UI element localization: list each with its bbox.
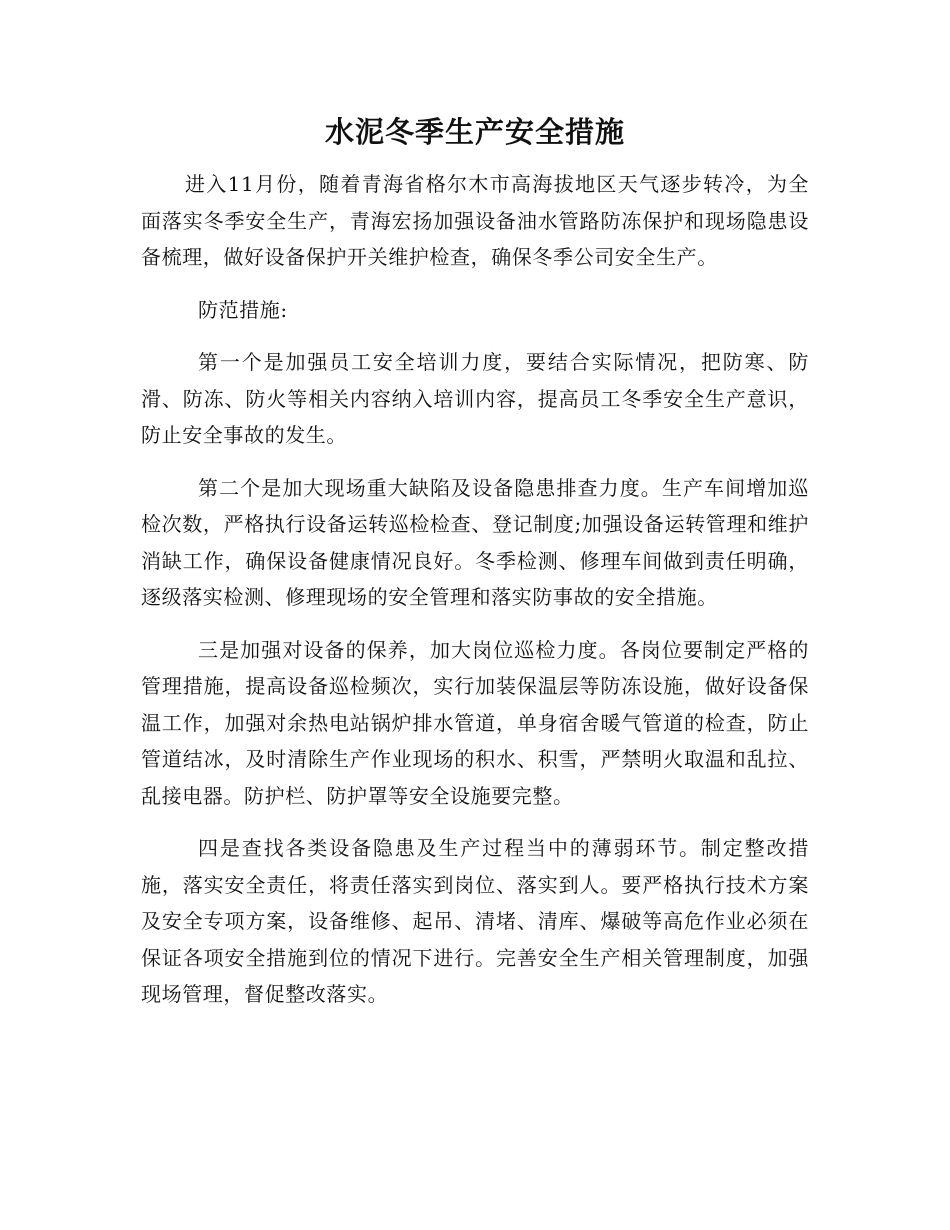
- paragraph-spacer: [141, 276, 809, 292]
- paragraph-spacer: [141, 616, 809, 632]
- paragraph-spacer: [141, 328, 809, 344]
- intro-paragraph: 进入11月份，随着青海省格尔木市高海拔地区天气逐步转冷，为全面落实冬季安全生产，青海宏扬加强设备油水管路防冻保护和现场隐患设备梳理，做好设备保护开关维护检查，确保冬季公司安全生产。: [141, 172, 809, 269]
- document-body: [141, 166, 809, 1013]
- paragraph-spacer: [141, 454, 809, 470]
- measure-paragraph-2: 第二个是加大现场重大缺陷及设备隐患排查力度。生产车间增加巡检次数，严格执行设备运转巡检检查、登记制度;加强设备运转管理和维护消缺工作，确保设备健康情况良好。冬季检测、修理车间做到责任明确，逐级落实检测、修理现场的安全管理和落实防事故的安全措施。: [141, 475, 809, 609]
- paragraph-spacer: [141, 814, 809, 830]
- measures-heading: 防范措施:: [198, 297, 288, 322]
- measure-paragraph-3: 三是加强对设备的保养，加大岗位巡检力度。各岗位要制定严格的管理措施，提高设备巡检频次，实行加装保温层等防冻设施，做好设备保温工作，加强对余热电站锅炉排水管道，单身宿舍暖气管道的检查，防止管道结冰，及时清除生产作业现场的积水、积雪，严禁明火取温和乱拉、乱接电器。防护栏、防护罩等安全设施要完整。: [141, 637, 809, 808]
- document-title: 水泥冬季生产安全措施: [324, 115, 625, 149]
- measure-paragraph-1: 第一个是加强员工安全培训力度，要结合实际情况，把防寒、防滑、防冻、防火等相关内容纳入培训内容，提高员工冬季安全生产意识，防止安全事故的发生。: [141, 350, 809, 447]
- measure-paragraph-4: 四是查找各类设备隐患及生产过程当中的薄弱环节。制定整改措施，落实安全责任，将责任落实到岗位、落实到人。要严格执行技术方案及安全专项方案，设备维修、起吊、清堵、清库、爆破等高危作业必须在保证各项安全措施到位的情况下进行。完善安全生产相关管理制度，加强现场管理，督促整改落实。: [141, 836, 809, 1006]
